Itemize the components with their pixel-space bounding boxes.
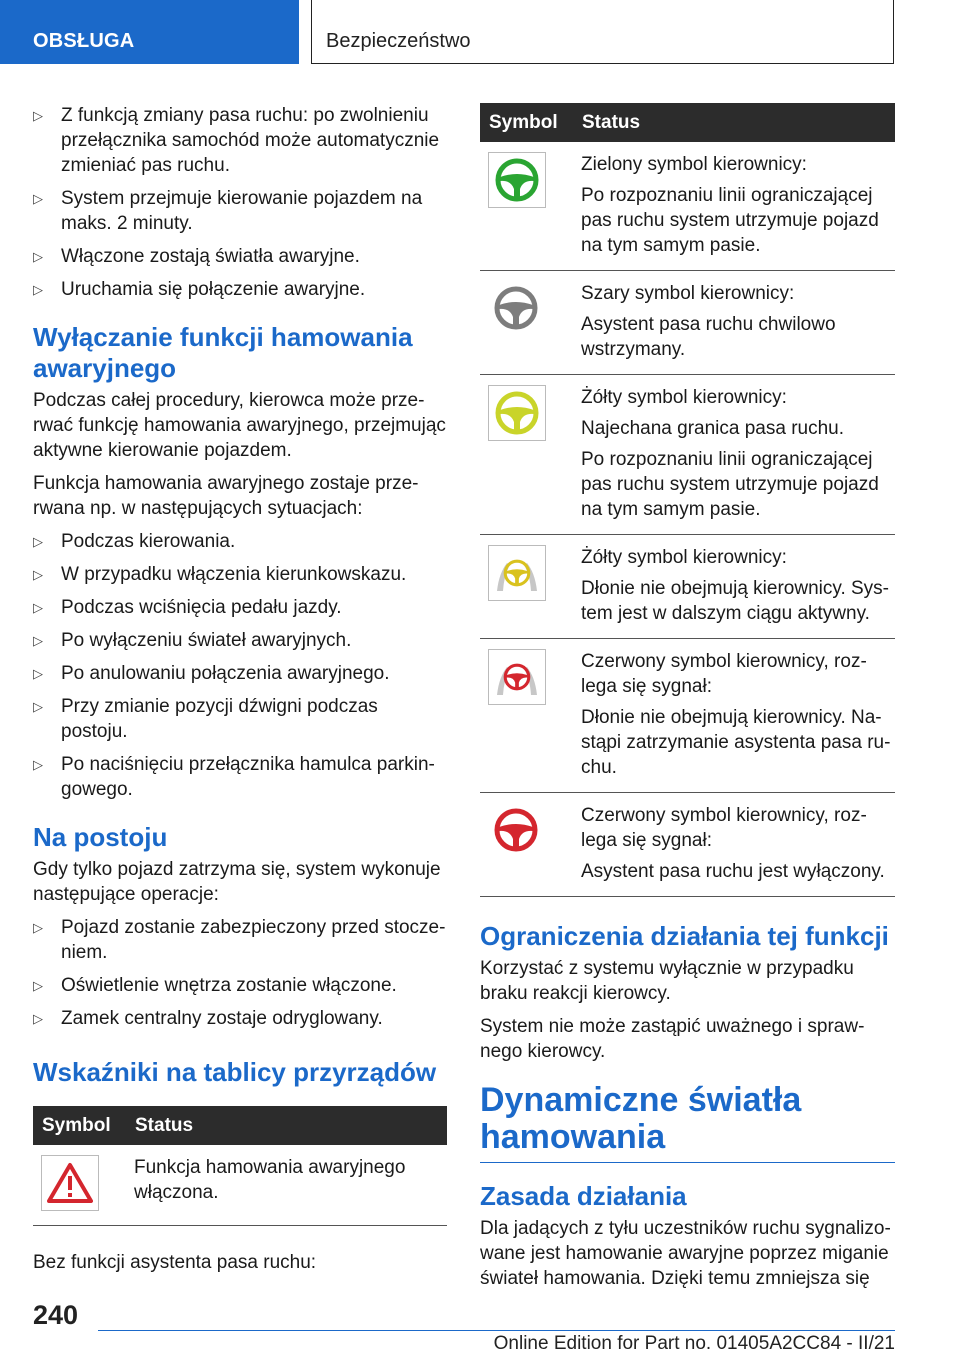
indicator-table-lane bbox=[480, 103, 895, 897]
table-row bbox=[480, 535, 895, 639]
status-text: Dłonie nie obejmują kierownicy. Nastąpi zatrzymanie asystenta pasa ruchu. bbox=[581, 707, 891, 778]
warning-triangle-icon bbox=[41, 1155, 99, 1211]
list-item: ▷ W przypadku włączenia kierunkowskazu. bbox=[33, 562, 447, 587]
hands-off-yellow-icon bbox=[488, 545, 546, 601]
list-item: ▷ Przy zmianie pozycji dźwigni podczas postoju. bbox=[33, 694, 447, 744]
footer-edition: Online Edition for Part no. 01405A2CC84 - II/21 bbox=[493, 1333, 895, 1354]
status-text: Żółty symbol kierownicy: bbox=[581, 387, 787, 408]
steering-wheel-green-icon bbox=[488, 152, 546, 208]
table-row bbox=[33, 1145, 447, 1226]
section-header bbox=[311, 0, 894, 64]
list-item: ▷ System przejmuje kierowanie pojazdem na maks. 2 minuty. bbox=[33, 186, 447, 236]
bullet-list bbox=[33, 915, 447, 1031]
section-heading: Zasada działania bbox=[480, 1181, 687, 1211]
status-text: Najechana granica pasa ruchu. bbox=[581, 418, 845, 439]
section-label: Bezpieczeństwo bbox=[326, 30, 471, 52]
status-text: Zielony symbol kierownicy: bbox=[581, 154, 807, 175]
steering-wheel-grey-icon bbox=[488, 281, 544, 335]
hands-off-red-icon bbox=[488, 649, 546, 705]
status-text: Żółty symbol kierownicy: bbox=[581, 547, 787, 568]
section-heading: Na postoju bbox=[33, 822, 168, 852]
section-heading: Ograniczenia działania tej funkcji bbox=[480, 921, 889, 951]
table-row bbox=[480, 375, 895, 535]
list-item: ▷ Pojazd zostanie zabezpieczony przed stoczeniem. bbox=[33, 915, 447, 965]
list-item: ▷ Oświetlenie wnętrza zostanie włączone. bbox=[33, 973, 447, 998]
column-header-symbol: Symbol bbox=[480, 103, 573, 142]
section-heading: Wskaźniki na tablicy przyrządów bbox=[33, 1057, 437, 1087]
list-item: ▷ Z funkcją zmiany pasa ruchu: po zwolnieniu przełącznika samochód może automatycznie zmieniać pas ruchu. bbox=[33, 103, 447, 178]
list-item: ▷ Po wyłączeniu świateł awaryjnych. bbox=[33, 628, 447, 653]
column-header-status: Status bbox=[573, 103, 895, 142]
bullet-list bbox=[33, 529, 447, 802]
paragraph: System nie może zastąpić uważnego i sprawnego kierowcy. bbox=[480, 1016, 865, 1062]
status-text: Szary symbol kierownicy: bbox=[581, 283, 795, 304]
steering-wheel-yellow-icon bbox=[488, 385, 546, 441]
status-text: Dłonie nie obejmują kierownicy. System jest w dalszym ciągu aktywny. bbox=[581, 578, 889, 624]
table-row bbox=[480, 793, 895, 897]
list-item: ▷ Po anulowaniu połączenia awaryjnego. bbox=[33, 661, 447, 686]
heading-rule bbox=[480, 1162, 895, 1163]
paragraph: Gdy tylko pojazd zatrzyma się, system wykonuje następujące operacje: bbox=[33, 859, 441, 905]
list-item: ▷ Po naciśnięciu przełącznika hamulca parkingowego. bbox=[33, 752, 447, 802]
paragraph: Bez funkcji asystenta pasa ruchu: bbox=[33, 1252, 317, 1273]
column-header-symbol: Symbol bbox=[33, 1106, 126, 1145]
page-number: 240 bbox=[33, 1300, 79, 1330]
list-item: ▷ Zamek centralny zostaje odryglowany. bbox=[33, 1006, 447, 1031]
paragraph: Korzystać z systemu wyłącznie w przypadku braku reakcji kierowcy. bbox=[480, 958, 854, 1004]
list-item: ▷ Podczas kierowania. bbox=[33, 529, 447, 554]
paragraph: Funkcja hamowania awaryjnego zostaje przerwana np. w następujących sytuacjach: bbox=[33, 473, 419, 519]
chapter-tab bbox=[0, 0, 299, 64]
bullet-list bbox=[33, 103, 447, 302]
table-row bbox=[480, 142, 895, 271]
status-text: Czerwony symbol kierownicy, rozlega się sygnał: bbox=[581, 805, 867, 851]
left-column bbox=[33, 103, 447, 1283]
steering-wheel-red-icon bbox=[488, 803, 544, 857]
status-text: Czerwony symbol kierownicy, rozlega się sygnał: bbox=[581, 651, 867, 697]
chapter-heading: Dynamiczne światła hamowania bbox=[480, 1081, 802, 1156]
list-item: ▷ Uruchamia się połączenie awaryjne. bbox=[33, 277, 447, 302]
section-heading: Wyłączanie funkcji hamowania awaryjnego bbox=[33, 322, 413, 383]
status-text: Asystent pasa ruchu chwilowo wstrzymany. bbox=[581, 314, 836, 360]
status-text: Asystent pasa ruchu jest wyłączony. bbox=[581, 861, 885, 882]
table-row bbox=[480, 271, 895, 375]
paragraph: Podczas całej procedury, kierowca może przerwać funkcję hamowania awaryjnego, przejmując aktywne kierowanie pojazdem. bbox=[33, 390, 446, 461]
status-text: Po rozpoznaniu linii ograniczającej pas ruchu system utrzymuje pojazd na tym samym pasie. bbox=[581, 449, 879, 520]
table-row bbox=[480, 639, 895, 793]
chapter-label: OBSŁUGA bbox=[33, 30, 135, 52]
indicator-table bbox=[33, 1106, 447, 1226]
right-column bbox=[480, 103, 895, 1299]
list-item: ▷ Włączone zostają światła awaryjne. bbox=[33, 244, 447, 269]
status-text: Funkcja hamowania awaryjnego włączona. bbox=[134, 1157, 406, 1203]
paragraph: Dla jadących z tyłu uczestników ruchu sygnalizowane jest hamowanie awaryjne poprzez miganie świateł hamowania. Dzięki temu zmniejsza się bbox=[480, 1218, 891, 1289]
list-item: ▷ Podczas wciśnięcia pedału jazdy. bbox=[33, 595, 447, 620]
column-header-status: Status bbox=[126, 1106, 447, 1145]
status-text: Po rozpoznaniu linii ograniczającej pas ruchu system utrzymuje pojazd na tym samym pasie. bbox=[581, 185, 879, 256]
